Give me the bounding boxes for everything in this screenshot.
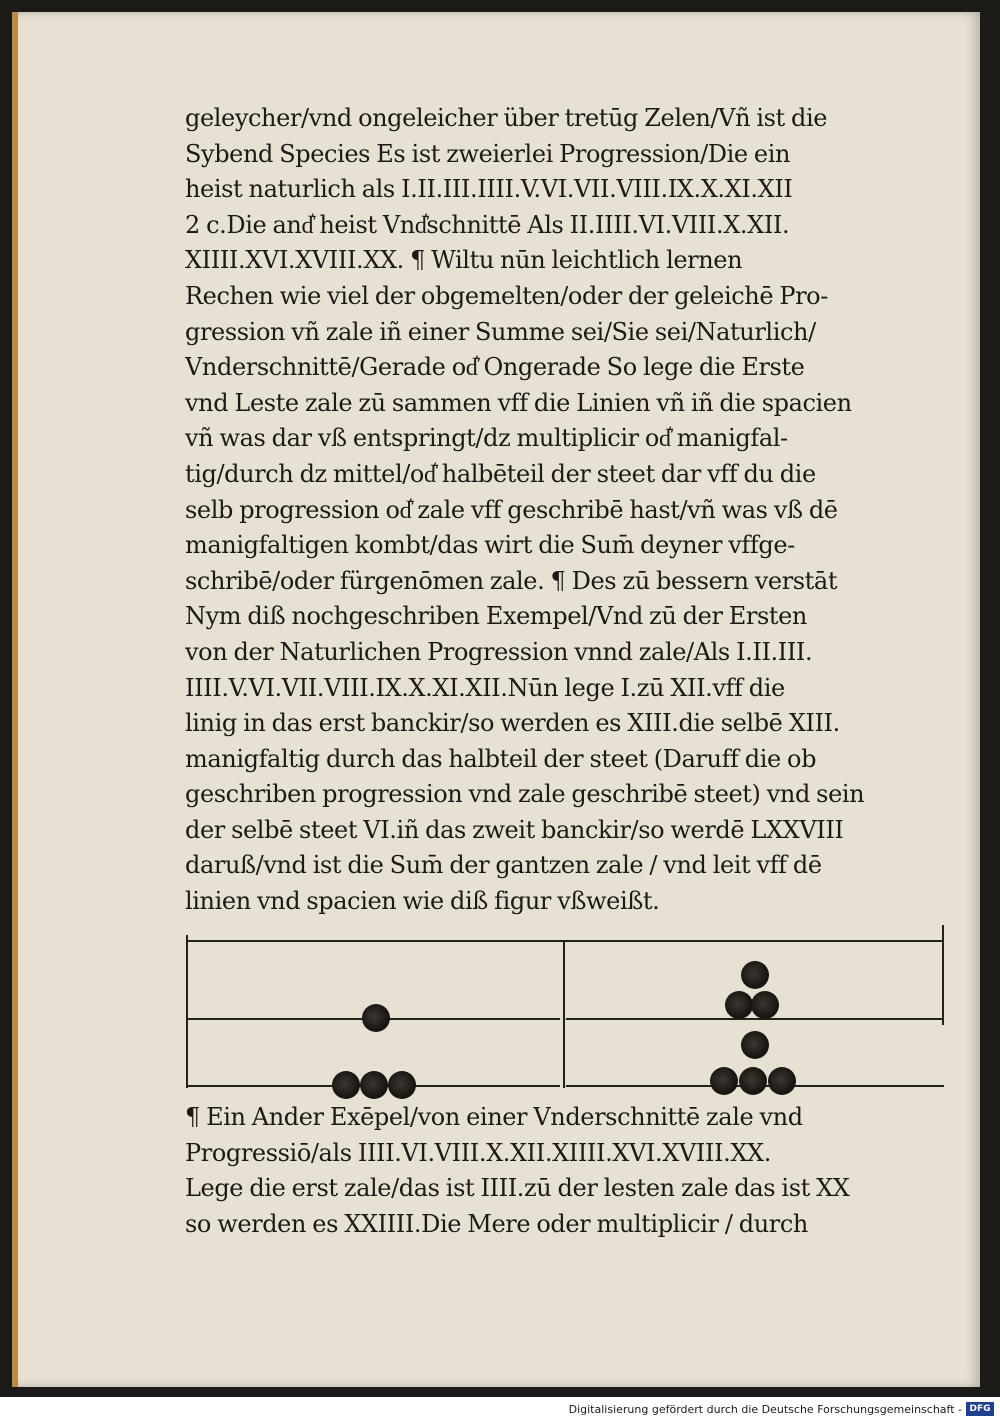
figure-divider bbox=[563, 940, 565, 1088]
text-line: selb progression od͛ zale vff geschribē hast/vñ was vß dē bbox=[185, 495, 838, 524]
counter-bead bbox=[739, 1067, 767, 1095]
text-line: Sybend Species Es ist zweierlei Progression/Die ein bbox=[185, 139, 791, 168]
counter-bead bbox=[741, 1031, 769, 1059]
text-line: linien vnd spacien wie diß figur vßweißt. bbox=[185, 887, 660, 916]
figure-right-edge bbox=[942, 925, 944, 1025]
footer-credit: Digitalisierung gefördert durch die Deutsche Forschungsgemeinschaft - bbox=[568, 1403, 962, 1416]
counter-bead bbox=[360, 1071, 388, 1099]
text-line: heist naturlich als I.II.III.IIII.V.VI.VII.VIII.IX.X.XI.XII bbox=[185, 175, 793, 204]
text-line: Lege die erst zale/das ist IIII.zū der lesten zale das ist XX bbox=[185, 1174, 850, 1203]
text-line: tig/durch dz mittel/od͛ halbēteil der steet dar vff du die bbox=[185, 459, 816, 488]
text-line: gression vñ zale iñ einer Summe sei/Sie sei/Naturlich/ bbox=[185, 317, 816, 346]
counter-bead bbox=[710, 1067, 738, 1095]
counter-bead bbox=[332, 1071, 360, 1099]
text-block-top bbox=[185, 101, 945, 920]
counter-bead bbox=[725, 991, 753, 1019]
text-line: vñ was dar vß entspringt/dz multiplicir od͛ manigfal- bbox=[185, 424, 788, 453]
text-line: XIIII.XVI.XVIII.XX. ¶ Wiltu nūn leichtlich lernen bbox=[185, 246, 743, 275]
text-line: IIII.V.VI.VII.VIII.IX.X.XI.XII.Nūn lege I.zū XII.vff die bbox=[185, 673, 785, 702]
text-line: Vnderschnittē/Gerade od͛ Ongerade So lege die Erste bbox=[185, 353, 805, 382]
figure-left-edge bbox=[186, 935, 188, 1088]
dfg-logo: DFG bbox=[966, 1402, 994, 1416]
text-line: manigfaltigen kombt/das wirt die Sum̄ deyner vffge- bbox=[185, 531, 795, 560]
text-line: vnd Leste zale zū sammen vff die Linien vñ iñ die spacien bbox=[185, 388, 852, 417]
counter-bead bbox=[362, 1004, 390, 1032]
footer-bar bbox=[0, 1397, 1000, 1422]
counter-bead bbox=[768, 1067, 796, 1095]
text-line: daruß/vnd ist die Sum̄ der gantzen zale / vnd leit vff dē bbox=[185, 851, 822, 880]
page-edge bbox=[12, 12, 18, 1387]
counter-bead bbox=[741, 961, 769, 989]
text-line: Nym diß nochgeschriben Exempel/Vnd zū der Ersten bbox=[185, 602, 807, 631]
counter-bead bbox=[388, 1071, 416, 1099]
text-line: Progressiō/als IIII.VI.VIII.X.XII.XIIII.XVI.XVIII.XX. bbox=[185, 1138, 771, 1167]
text-line: der selbē steet VI.iñ das zweit banckir/so werdē LXXVIII bbox=[185, 815, 844, 844]
text-line: ¶ Ein Ander Exēpel/von einer Vnderschnittē zale vnd bbox=[185, 1103, 803, 1131]
text-block-bottom bbox=[185, 1100, 945, 1242]
text-line: von der Naturlichen Progression vnnd zale/Als I.II.III. bbox=[185, 637, 813, 666]
figure-top-line bbox=[188, 940, 944, 942]
text-line: linig in das erst banckir/so werden es XIII.die selbē XIII. bbox=[185, 709, 840, 738]
figure-mid-line-right bbox=[566, 1018, 944, 1020]
text-line: geschriben progression vnd zale geschribē steet) vnd sein bbox=[185, 780, 865, 809]
text-line: manigfaltig durch das halbteil der steet (Daruff die ob bbox=[185, 744, 817, 773]
text-line: geleycher/vnd ongeleicher über tretūg Zelen/Vñ ist die bbox=[185, 104, 828, 132]
text-line: Rechen wie viel der obgemelten/oder der geleichē Pro- bbox=[185, 281, 828, 310]
counter-bead bbox=[751, 991, 779, 1019]
text-line: 2 c.Die and͛ heist Vnd͛schnittē Als II.IIII.VI.VIII.X.XII. bbox=[185, 210, 790, 239]
text-line: schribē/oder fürgenōmen zale. ¶ Des zū bessern verstāt bbox=[185, 566, 838, 595]
text-line: so werden es XXIIII.Die Mere oder multiplicir / durch bbox=[185, 1209, 808, 1238]
counting-board-figure bbox=[180, 925, 950, 1100]
